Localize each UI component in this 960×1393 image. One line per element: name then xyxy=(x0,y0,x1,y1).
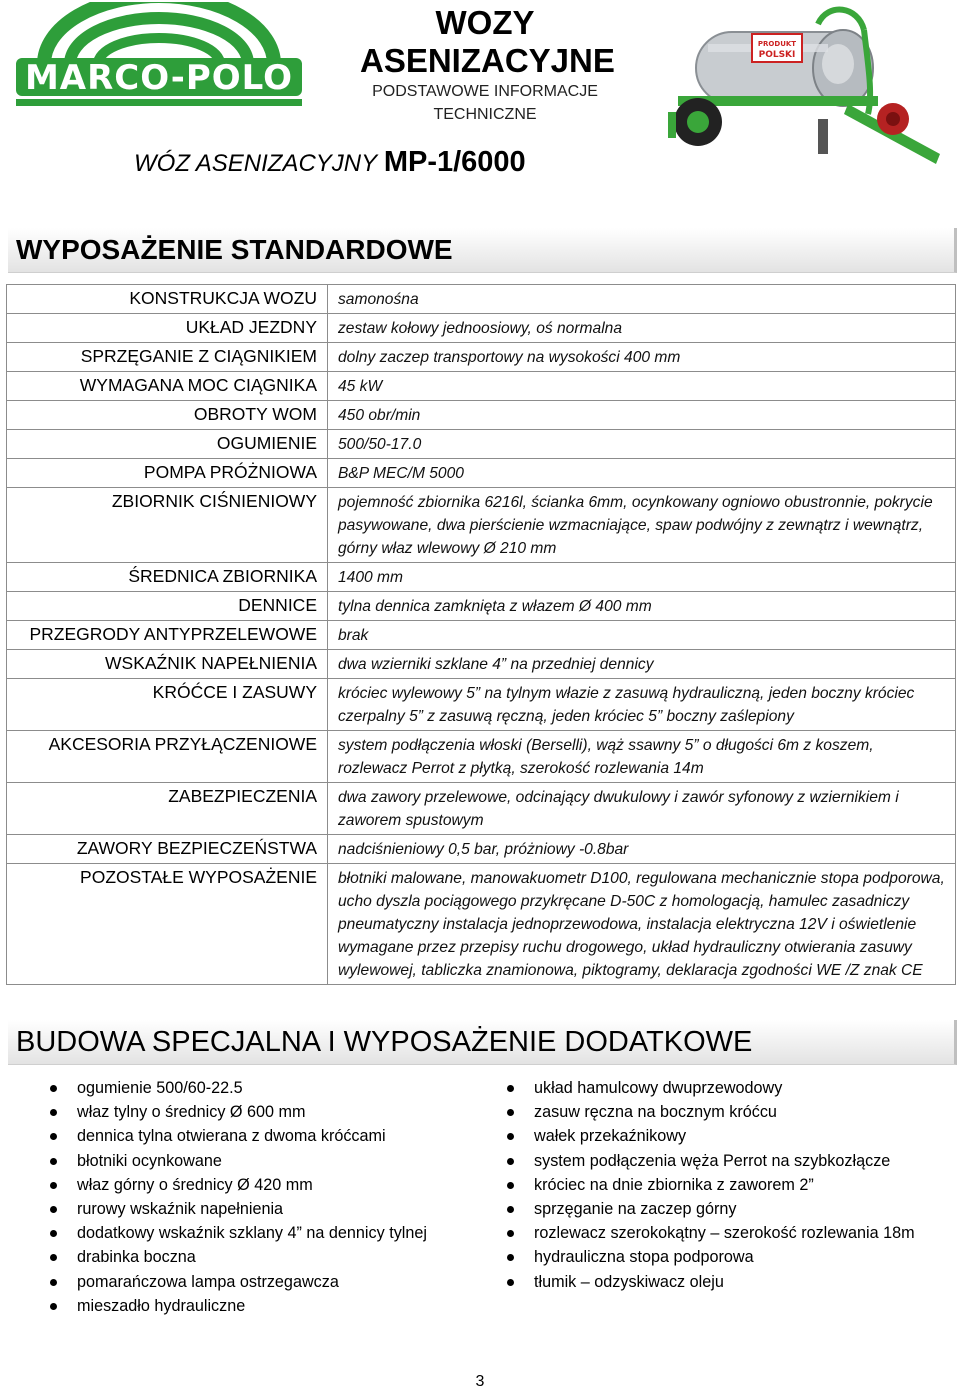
subtitle-line-2: TECHNICZNE xyxy=(433,106,537,123)
spec-key: KONSTRUKCJA WOZU xyxy=(7,285,328,314)
spec-row xyxy=(7,430,956,459)
logo-wordmark: MARCO-POLO xyxy=(24,58,294,98)
tanker-image xyxy=(668,4,944,180)
spec-key: WSKAŹNIK NAPEŁNIENIA xyxy=(7,650,328,679)
spec-key: SPRZĘGANIE Z CIĄGNIKIEM xyxy=(7,343,328,372)
spec-row xyxy=(7,835,956,864)
extras-list-item: zasuw ręczna na bocznym króćcu xyxy=(506,1100,915,1124)
extras-header xyxy=(8,1020,957,1065)
extras-list-item: błotniki ocynkowane xyxy=(49,1149,427,1173)
spec-row xyxy=(7,372,956,401)
spec-key: OGUMIENIE xyxy=(7,430,328,459)
spec-value: 500/50-17.0 xyxy=(328,430,956,459)
spec-key: WYMAGANA MOC CIĄGNIKA xyxy=(7,372,328,401)
spec-row xyxy=(7,563,956,592)
spec-row xyxy=(7,459,956,488)
spec-key: POMPA PRÓŻNIOWA xyxy=(7,459,328,488)
spec-row xyxy=(7,314,956,343)
spec-key: OBROTY WOM xyxy=(7,401,328,430)
extras-list-right xyxy=(506,1076,915,1294)
extras-list-item: wałek przekaźnikowy xyxy=(506,1124,915,1148)
extras-list-item: rurowy wskaźnik napełnienia xyxy=(49,1197,427,1221)
document-title xyxy=(360,4,615,126)
spec-row xyxy=(7,731,956,783)
spec-value: 45 kW xyxy=(328,372,956,401)
spec-row xyxy=(7,285,956,314)
spec-row xyxy=(7,621,956,650)
spec-key: ŚREDNICA ZBIORNIKA xyxy=(7,563,328,592)
extras-list-item: dennica tylna otwierana z dwoma króćcami xyxy=(49,1124,427,1148)
spec-row xyxy=(7,783,956,835)
extras-list-item: właz tylny o średnicy Ø 600 mm xyxy=(49,1100,427,1124)
extras-list-item: układ hamulcowy dwuprzewodowy xyxy=(506,1076,915,1100)
spec-value: brak xyxy=(328,621,956,650)
spec-row xyxy=(7,401,956,430)
extras-list-item: tłumik – odzyskiwacz oleju xyxy=(506,1270,915,1294)
spec-value: samonośna xyxy=(328,285,956,314)
extras-list-item: system podłączenia węża Perrot na szybkozłącze xyxy=(506,1149,915,1173)
standard-equipment-header xyxy=(8,228,957,273)
spec-key: POZOSTAŁE WYPOSAŻENIE xyxy=(7,864,328,985)
spec-key: ZAWORY BEZPIECZEŃSTWA xyxy=(7,835,328,864)
spec-key: UKŁAD JEZDNY xyxy=(7,314,328,343)
marco-polo-logo xyxy=(14,2,304,116)
spec-row xyxy=(7,650,956,679)
extras-list-item: mieszadło hydrauliczne xyxy=(49,1294,427,1318)
spec-value: dwa zawory przelewowe, odcinający dwukulowy i zawór syfonowy z wziernikiem i zaworem spustowym xyxy=(328,783,956,835)
extras-list-item: hydrauliczna stopa podporowa xyxy=(506,1245,915,1269)
extras-list-item: sprzęganie na zaczep górny xyxy=(506,1197,915,1221)
extras-list-item: króciec na dnie zbiornika z zaworem 2” xyxy=(506,1173,915,1197)
spec-row xyxy=(7,679,956,731)
spec-value: błotniki malowane, manowakuometr D100, regulowana mechanicznie stopa podporowa, ucho dyszla pociągowego przykręcane D-50C z homologacją, hamulec zasadniczy pneumatyczny instalacja jednoprzewodowa, instalacja elektryczna 12V i oświetlenie wymagane przez przepisy ruchu drogowego, układ hydrauliczny otwierania zasuwy wylewowej, tabliczka znamionowa, piktogramy, deklaracja zgodności WE /Z znak CE xyxy=(328,864,956,985)
standard-equipment-title: WYPOSAŻENIE STANDARDOWE xyxy=(16,234,453,265)
page-number: 3 xyxy=(475,1373,485,1390)
spec-row xyxy=(7,592,956,621)
spec-value: dwa wzierniki szklane 4” na przedniej dennicy xyxy=(328,650,956,679)
extras-list-left xyxy=(49,1076,427,1318)
spec-key: ZBIORNIK CIŚNIENIOWY xyxy=(7,488,328,563)
spec-key: ZABEZPIECZENIA xyxy=(7,783,328,835)
spec-value: 450 obr/min xyxy=(328,401,956,430)
spec-key: PRZEGRODY ANTYPRZELEWOWE xyxy=(7,621,328,650)
extras-list-item: drabinka boczna xyxy=(49,1245,427,1269)
spec-value: tylna dennica zamknięta z włazem Ø 400 mm xyxy=(328,592,956,621)
extras-title: BUDOWA SPECJALNA I WYPOSAŻENIE DODATKOWE xyxy=(16,1026,753,1058)
spec-value: króciec wylewowy 5” na tylnym włazie z zasuwą hydrauliczną, jeden boczny króciec czerpalny 5” z zasuwą ręczną, jeden króciec 5” boczny zaślepiony xyxy=(328,679,956,731)
spec-value: 1400 mm xyxy=(328,563,956,592)
extras-list-item: rozlewacz szerokokątny – szerokość rozlewania 18m xyxy=(506,1221,915,1245)
spec-value: dolny zaczep transportowy na wysokości 400 mm xyxy=(328,343,956,372)
spec-value: nadciśnieniowy 0,5 bar, próżniowy -0.8bar xyxy=(328,835,956,864)
spec-row xyxy=(7,488,956,563)
spec-value: system podłączenia włoski (Berselli), wąż ssawny 5” o długości 6m z koszem, rozlewacz Perrot z płytką, szerokość rozlewania 14m xyxy=(328,731,956,783)
spec-key: KRÓĆCE I ZASUWY xyxy=(7,679,328,731)
title-line-2: ASENIZACYJNE xyxy=(360,42,615,79)
model-value: MP-1/6000 xyxy=(383,146,526,178)
model-label: WÓZ ASENIZACYJNY xyxy=(134,150,378,177)
spec-key: DENNICE xyxy=(7,592,328,621)
spec-key: AKCESORIA PRZYŁĄCZENIOWE xyxy=(7,731,328,783)
extras-list-item: pomarańczowa lampa ostrzegawcza xyxy=(49,1270,427,1294)
spec-value: B&P MEC/M 5000 xyxy=(328,459,956,488)
spec-row xyxy=(7,864,956,985)
title-line-1: WOZY xyxy=(435,4,535,41)
extras-list-item: dodatkowy wskaźnik szklany 4” na dennicy tylnej xyxy=(49,1221,427,1245)
model-heading xyxy=(134,146,526,179)
spec-value: zestaw kołowy jednoosiowy, oś normalna xyxy=(328,314,956,343)
spec-row xyxy=(7,343,956,372)
spec-table xyxy=(6,284,956,985)
subtitle-line-1: PODSTAWOWE INFORMACJE xyxy=(372,83,598,100)
extras-list-item: właz górny o średnicy Ø 420 mm xyxy=(49,1173,427,1197)
svg-text:PRODUKT: PRODUKT xyxy=(757,40,797,48)
extras-list-item: ogumienie 500/60-22.5 xyxy=(49,1076,427,1100)
svg-text:POLSKI: POLSKI xyxy=(758,50,796,60)
spec-value: pojemność zbiornika 6216l, ścianka 6mm, ocynkowany ogniowo obustronnie, pokrycie pasywowane, dwa pierścienie wzmacniające, spaw podwójny z zewnątrz i wewnątrz, górny właz wlewowy Ø 210 mm xyxy=(328,488,956,563)
